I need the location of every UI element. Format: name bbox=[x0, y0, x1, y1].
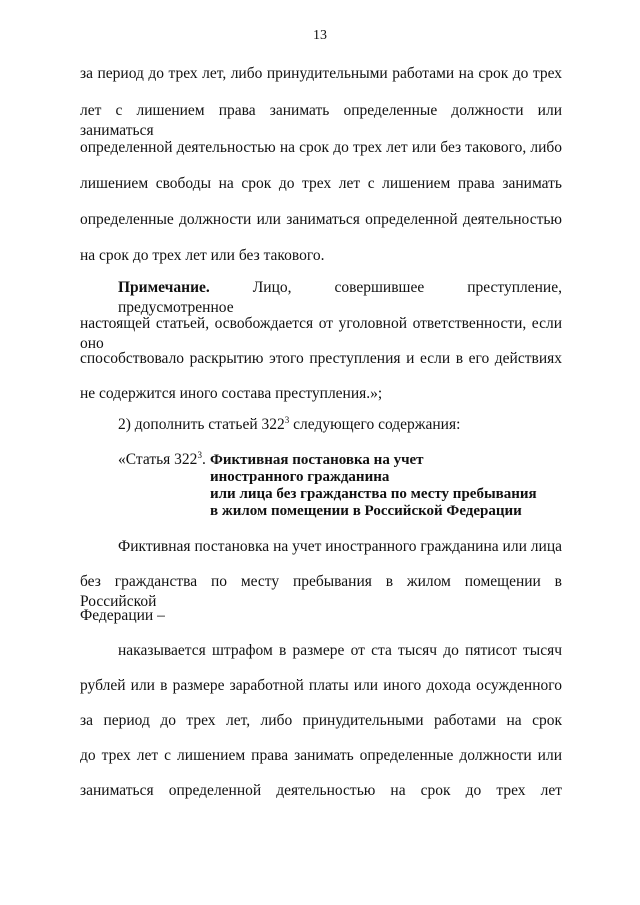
article-title-line: Фиктивная постановка на учет bbox=[210, 452, 424, 468]
article-number-text: . bbox=[201, 451, 206, 468]
article-number bbox=[118, 450, 208, 470]
article-text-line: без гражданства по месту пребывания в жилом помещении в Российской bbox=[80, 573, 562, 610]
text-line: на срок до трех лет или без такового. bbox=[80, 247, 325, 264]
note-line-1 bbox=[118, 278, 562, 316]
article-number-text: «Статья 322 bbox=[118, 451, 198, 468]
article-text-line: до трех лет с лишением права занимать определенные должности или bbox=[80, 747, 562, 764]
text-line: определенные должности или заниматься определенной деятельностью bbox=[80, 211, 562, 228]
amendment-item-text: 2) дополнить статьей 322 bbox=[118, 416, 285, 433]
article-text-line: рублей или в размере заработной платы или иного дохода осужденного bbox=[80, 677, 562, 694]
page-number: 13 bbox=[313, 28, 327, 43]
note-line-2: настоящей статьей, освобождается от уголовной ответственности, если оно bbox=[80, 315, 562, 352]
article-text-line: Федерации – bbox=[80, 607, 165, 624]
superscript: 3 bbox=[197, 450, 202, 460]
text-line: за период до трех лет, либо принудительными работами на срок до трех bbox=[80, 65, 562, 82]
text-line: лет с лишением права занимать определенные должности или заниматься bbox=[80, 102, 562, 139]
article-title-line: или лица без гражданства по месту пребывания bbox=[210, 486, 537, 502]
text-line: лишением свободы на срок до трех лет с лишением права занимать bbox=[80, 175, 562, 192]
note-line-4: не содержится иного состава преступления.»; bbox=[80, 385, 383, 402]
article-text-line: заниматься определенной деятельностью на срок до трех лет bbox=[80, 782, 562, 799]
article-title-line: иностранного гражданина bbox=[210, 469, 390, 485]
amendment-item-2 bbox=[118, 415, 562, 435]
text-line: определенной деятельностью на срок до трех лет или без такового, либо bbox=[80, 139, 562, 156]
note-line-3: способствовало раскрытию этого преступления и если в его действиях bbox=[80, 350, 562, 367]
article-text-line: Фиктивная постановка на учет иностранного гражданина или лица bbox=[118, 538, 562, 555]
article-text-line: наказывается штрафом в размере от ста тысяч до пятисот тысяч bbox=[118, 642, 562, 659]
superscript: 3 bbox=[284, 415, 290, 425]
note-text: Лицо, совершившее преступление, предусмотренное bbox=[118, 279, 562, 316]
article-text-line: за период до трех лет, либо принудительными работами на срок bbox=[80, 712, 562, 729]
article-title-line: в жилом помещении в Российской Федерации bbox=[210, 503, 522, 519]
note-label: Примечание. bbox=[118, 279, 210, 296]
amendment-item-text: следующего содержания: bbox=[289, 416, 461, 433]
